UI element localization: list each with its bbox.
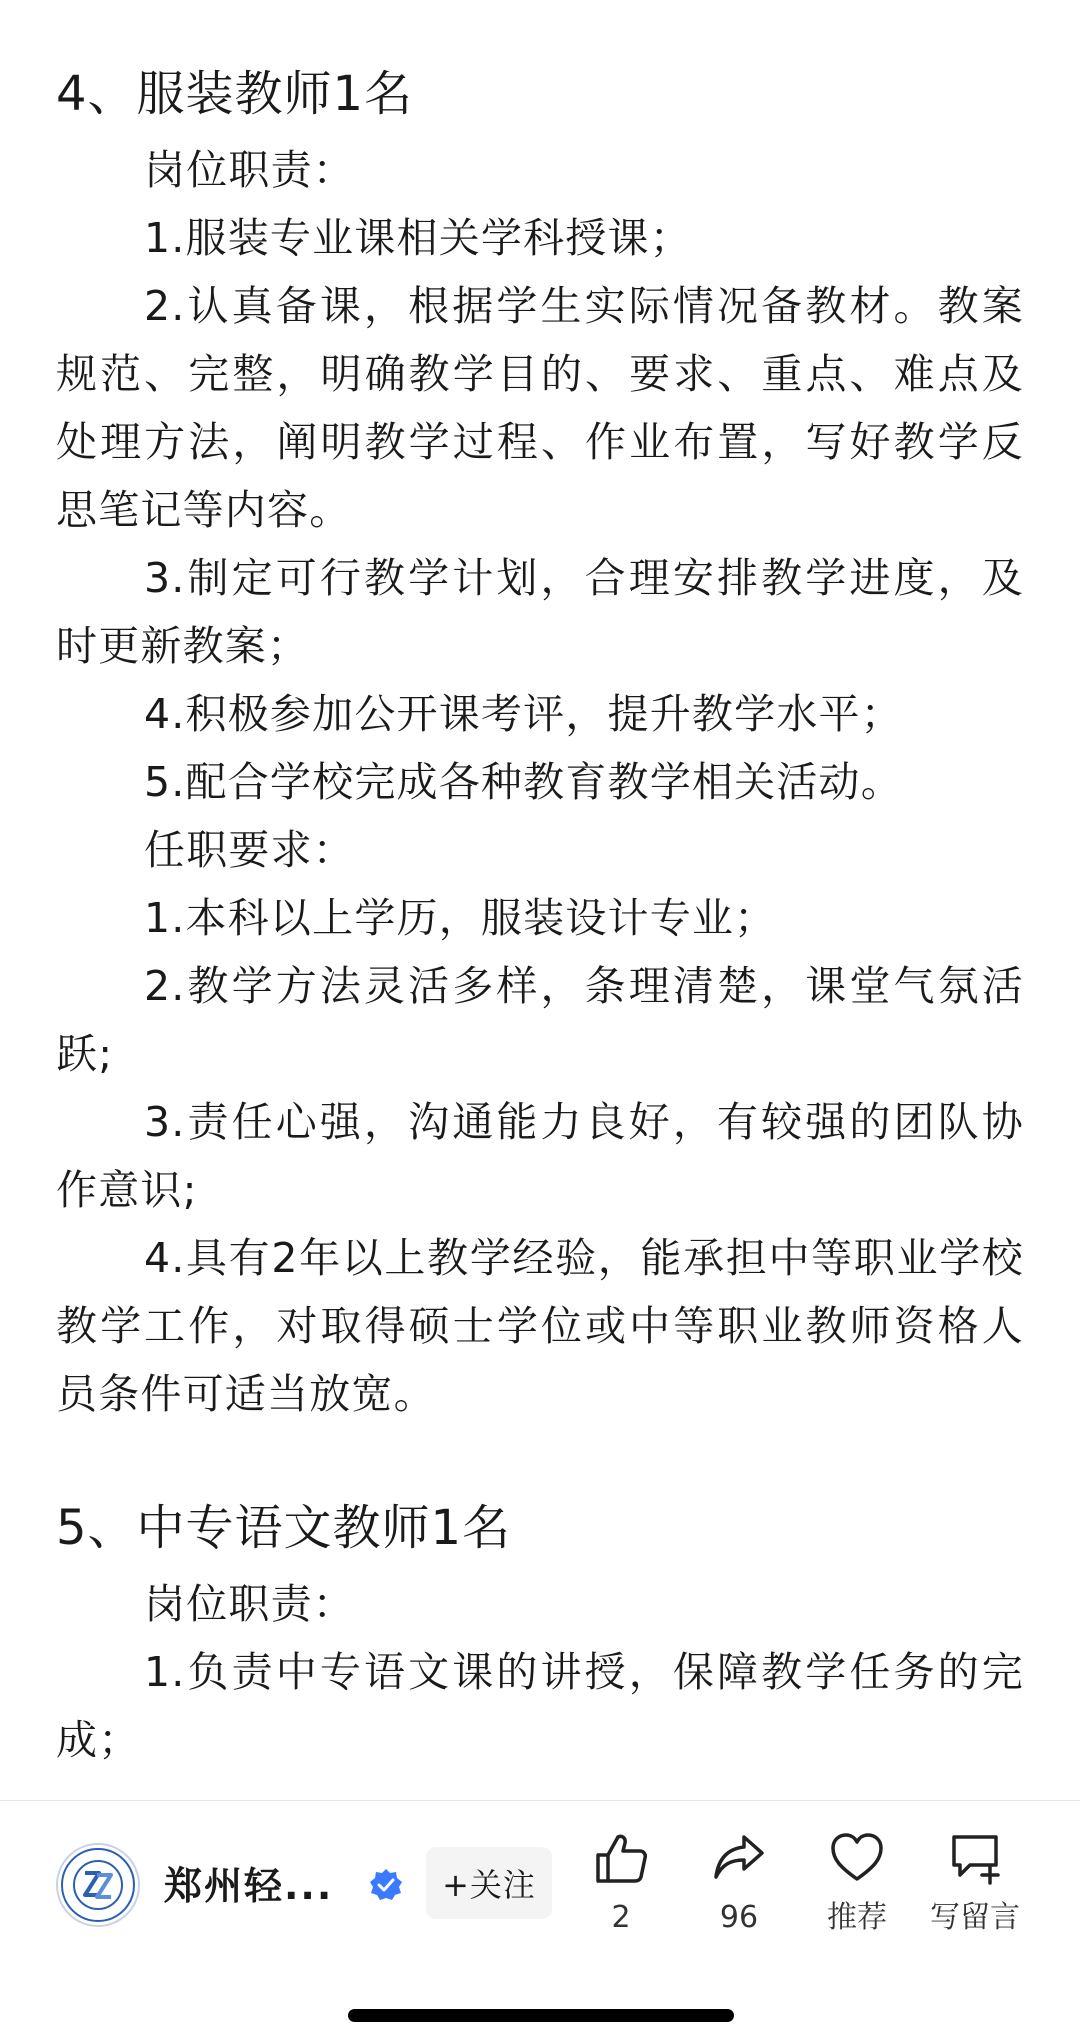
write-comment-label: 写留言: [930, 1900, 1020, 1935]
paragraph: 1.服装专业课相关学科授课；: [144, 214, 692, 262]
comment-add-icon: [946, 1829, 1004, 1887]
account-avatar[interactable]: [56, 1843, 140, 1927]
section-heading: 4、服装教师1名: [56, 66, 414, 122]
heart-icon: [828, 1829, 886, 1887]
verified-badge-icon: [368, 1867, 404, 1903]
home-indicator[interactable]: [348, 2009, 734, 2022]
paragraph: 3.制定可行教学计划，合理安排教学进度，及时更新教案；: [56, 554, 1024, 670]
bottom-action-bar: [0, 1800, 1080, 2043]
paragraph: 4.积极参加公开课考评，提升教学水平；: [144, 690, 903, 738]
paragraph: 1.负责中专语文课的讲授，保障教学任务的完成；: [56, 1648, 1024, 1764]
paragraph: 岗位职责：: [144, 146, 355, 194]
share-icon: [710, 1829, 768, 1887]
paragraph: 2.认真备课，根据学生实际情况备教材。教案规范、完整，明确教学目的、要求、重点、难点及处理方法，阐明教学过程、作业布置，写好教学反思笔记等内容。: [56, 282, 1024, 534]
paragraph: 4.具有2年以上教学经验，能承担中等职业学校教学工作，对取得硕士学位或中等职业教师资格人员条件可适当放宽。: [56, 1234, 1024, 1418]
paragraph: 3.责任心强，沟通能力良好，有较强的团队协作意识;: [56, 1098, 1024, 1214]
recommend-button[interactable]: [802, 1829, 912, 1937]
recommend-label: 推荐: [827, 1900, 887, 1935]
like-button[interactable]: [566, 1829, 676, 1937]
share-button[interactable]: [684, 1829, 794, 1937]
write-comment-button[interactable]: [920, 1829, 1030, 1937]
thumbs-up-icon: [592, 1829, 650, 1887]
paragraph: 岗位职责：: [144, 1580, 355, 1628]
school-logo-icon: [58, 1845, 138, 1925]
section-heading: 5、中专语文教师1名: [56, 1500, 512, 1556]
account-name[interactable]: 郑州轻...: [164, 1864, 334, 1908]
paragraph: 任职要求：: [144, 826, 355, 874]
share-count: 96: [719, 1900, 759, 1935]
paragraph: 1.本科以上学历，服装设计专业；: [144, 894, 777, 942]
follow-button[interactable]: +关注: [426, 1847, 552, 1919]
paragraph: 2.教学方法灵活多样，条理清楚，课堂气氛活跃;: [56, 962, 1024, 1078]
like-count: 2: [611, 1900, 631, 1935]
paragraph: 5.配合学校完成各种教育教学相关活动。: [144, 758, 903, 806]
